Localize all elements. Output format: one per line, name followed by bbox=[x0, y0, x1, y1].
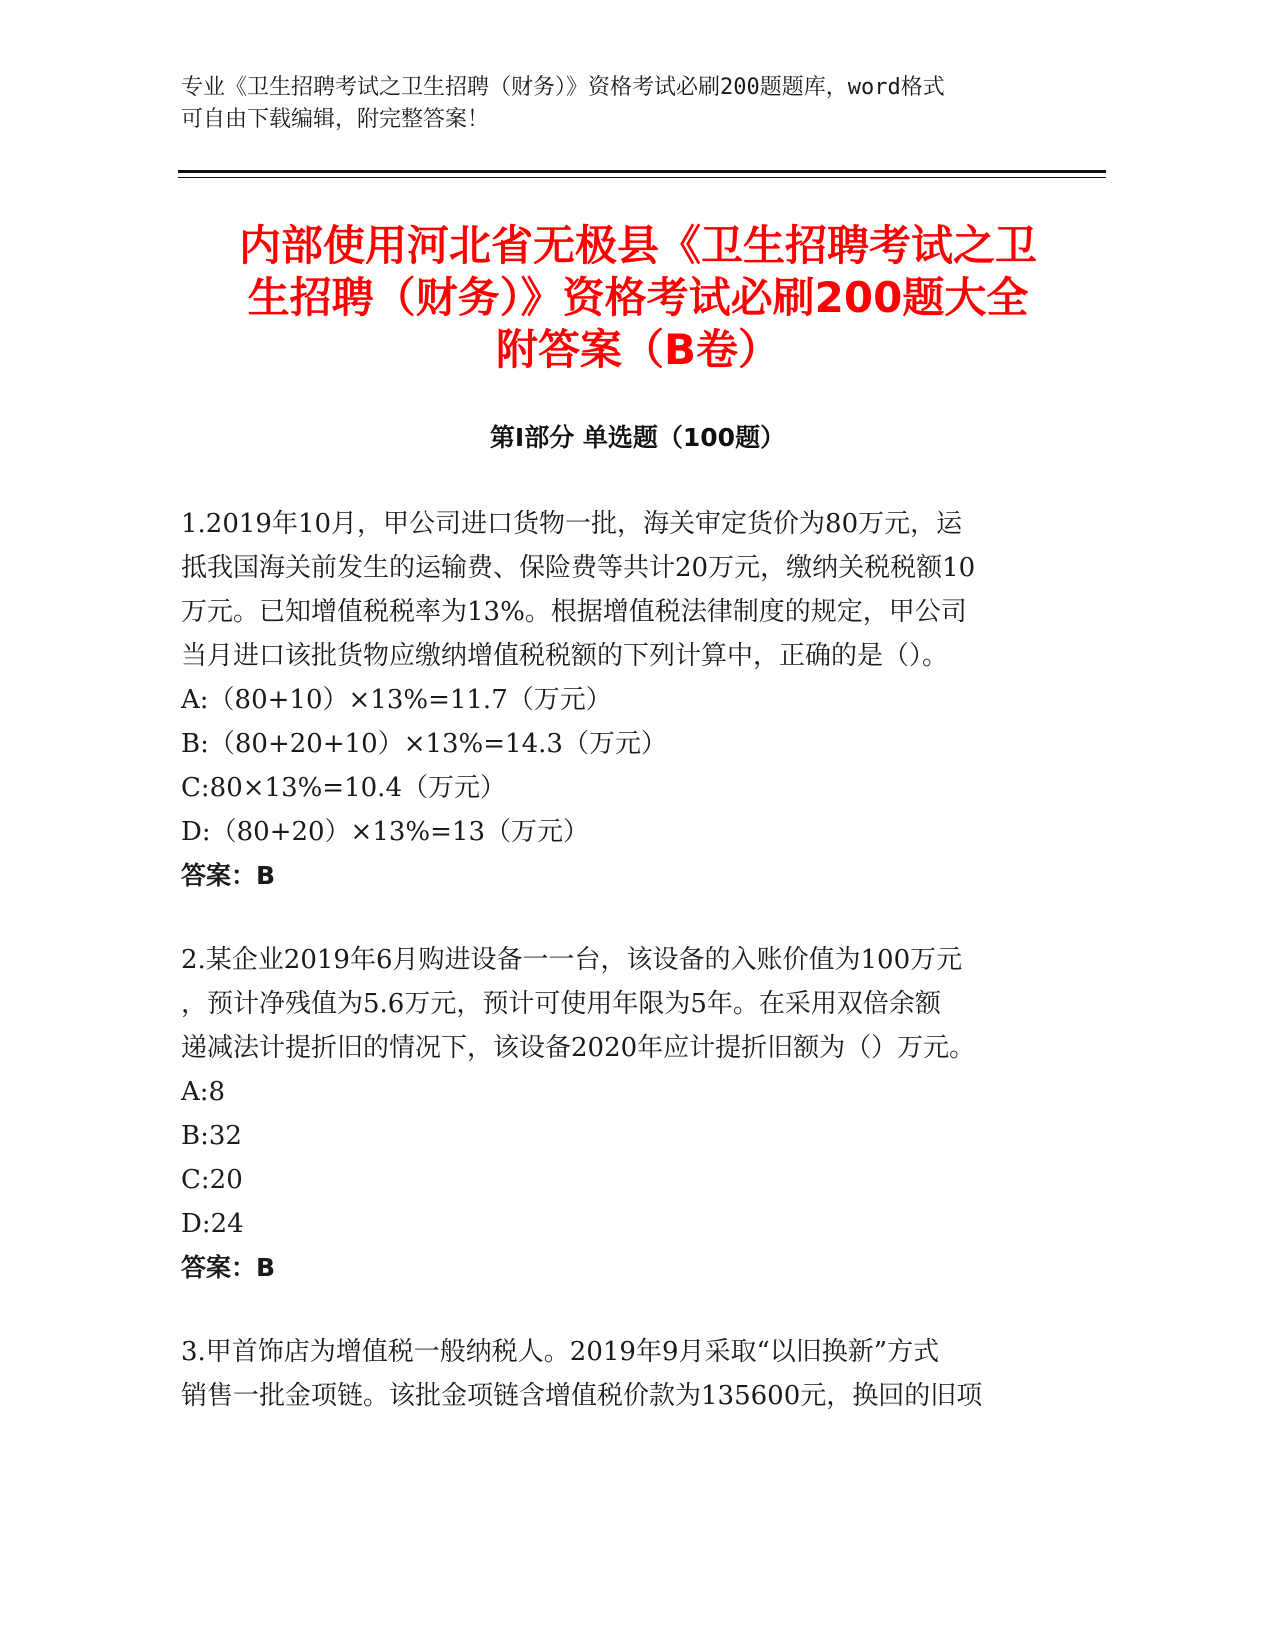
question-1-option-d: D:（80+20）×13%=13（万元） bbox=[181, 817, 590, 847]
question-2-text-line: 递减法计提折旧的情况下，该设备2020年应计提折旧额为（）万元。 bbox=[181, 1033, 976, 1063]
document-title-line-2: 生招聘（财务）》资格考试必刷200题大全 bbox=[247, 273, 1029, 322]
question-2 bbox=[181, 938, 1061, 1290]
question-1-option-c: C:80×13%=10.4（万元） bbox=[181, 773, 506, 803]
question-2-text-line: ，预计净残值为5.6万元，预计可使用年限为5年。在采用双倍余额 bbox=[181, 989, 941, 1019]
question-2-answer: 答案：B bbox=[181, 1253, 276, 1282]
header-note-line-2: 可自由下载编辑，附完整答案！ bbox=[181, 107, 490, 132]
question-3 bbox=[181, 1330, 1061, 1418]
header-divider-thin bbox=[178, 177, 1106, 178]
document-title-line-3: 附答案（B卷） bbox=[495, 325, 780, 374]
document-title-line-1: 内部使用河北省无极县《卫生招聘考试之卫 bbox=[238, 221, 1037, 270]
header-divider-thick bbox=[178, 170, 1106, 173]
question-2-option-c: C:20 bbox=[181, 1165, 243, 1195]
question-2-text-line: 2.某企业2019年6月购进设备一一台，该设备的入账价值为100万元 bbox=[181, 945, 963, 975]
question-1-option-b: B:（80+20+10）×13%=14.3（万元） bbox=[181, 729, 667, 759]
question-2-option-d: D:24 bbox=[181, 1209, 244, 1239]
question-3-text-line: 销售一批金项链。该批金项链含增值税价款为135600元，换回的旧项 bbox=[181, 1381, 983, 1411]
question-1-option-a: A:（80+10）×13%=11.7（万元） bbox=[181, 685, 612, 715]
question-1-answer: 答案：B bbox=[181, 861, 276, 890]
question-1-text-line: 1.2019年10月，甲公司进口货物一批，海关审定货价为80万元，运 bbox=[181, 509, 963, 539]
question-1-text-line: 抵我国海关前发生的运输费、保险费等共计20万元，缴纳关税税额10 bbox=[181, 553, 976, 583]
question-2-option-b: B:32 bbox=[181, 1121, 242, 1151]
header-note-line-1: 专业《卫生招聘考试之卫生招聘（财务）》资格考试必刷200题题库，word格式 bbox=[181, 75, 945, 100]
document-title bbox=[150, 220, 1126, 376]
question-1-text-line: 万元。已知增值税税率为13%。根据增值税法律制度的规定，甲公司 bbox=[181, 597, 967, 627]
question-3-text-line: 3.甲首饰店为增值税一般纳税人。2019年9月采取“以旧换新”方式 bbox=[181, 1337, 940, 1367]
question-1 bbox=[181, 502, 1061, 898]
question-1-text-line: 当月进口该批货物应缴纳增值税税额的下列计算中，正确的是（）。 bbox=[181, 641, 949, 671]
section-title: 第I部分 单选题（100题） bbox=[489, 423, 786, 452]
question-2-option-a: A:8 bbox=[181, 1077, 226, 1107]
header-note bbox=[181, 72, 1041, 136]
